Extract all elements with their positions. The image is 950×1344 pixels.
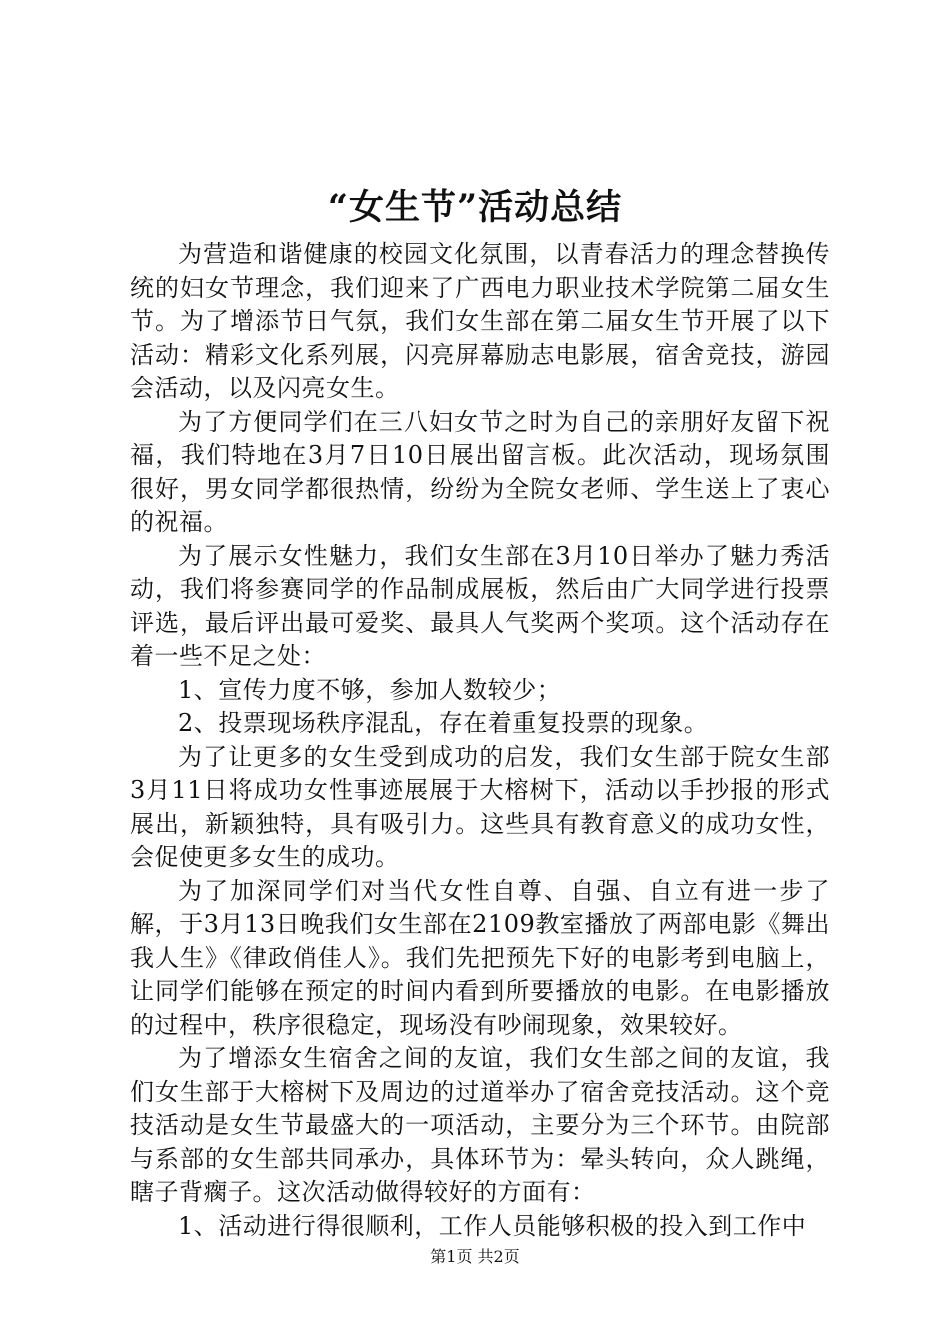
paragraph-successful-women: 为了让更多的女生受到成功的启发，我们女生部于院女生部3月11日将成功女性事迹展展于大榕树下，活动以手抄报的形式展出，新颖独特，具有吸引力。这些具有教育意义的成功女性，会促使更多女生的成功。 bbox=[130, 742, 830, 871]
document-title: “女生节”活动总结 bbox=[327, 187, 623, 228]
paragraph-dorm-competition: 为了增添女生宿舍之间的友谊，我们女生部之间的友谊，我们女生部于大榕树下及周边的过道举办了宿舍竞技活动。这个竞技活动是女生节最盛大的一项活动，主要分为三个环节。由院部与系部的女生部共同承办，具体环节为：晕头转向，众人跳绳，瞎子背瘸子。这次活动做得较好的方面有： bbox=[130, 1044, 830, 1206]
document-body bbox=[130, 238, 830, 1243]
page-footer: 第1页 共2页 bbox=[430, 1247, 520, 1266]
paragraph-charm-show: 为了展示女性魅力，我们女生部在3月10日举办了魅力秀活动，我们将参赛同学的作品制成展板，然后由广大同学进行投票评选，最后评出最可爱奖、最具人气奖两个奖项。这个活动存在着一些不足之处： bbox=[130, 541, 830, 670]
list-item-charm-issue-2: 2、投票现场秩序混乱，存在着重复投票的现象。 bbox=[178, 709, 709, 737]
list-item-dorm-strength-1: 1、活动进行得很顺利，工作人员能够积极的投入到工作中 bbox=[178, 1211, 807, 1240]
paragraph-intro: 为营造和谐健康的校园文化氛围，以青春活力的理念替换传统的妇女节理念，我们迎来了广西电力职业技术学院第二届女生节。为了增添节日气氛，我们女生部在第二届女生节开展了以下活动：精彩文化系列展，闪亮屏幕励志电影展，宿舍竞技，游园会活动，以及闪亮女生。 bbox=[130, 240, 830, 402]
paragraph-movie-screening: 为了加深同学们对当代女性自尊、自强、自立有进一步了解，于3月13日晚我们女生部在2109教室播放了两部电影《舞出我人生》《律政俏佳人》。我们先把预先下好的电影考到电脑上，让同学们能够在预定的时间内看到所要播放的电影。在电影播放的过程中，秩序很稳定，现场没有吵闹现象，效果较好。 bbox=[130, 876, 830, 1039]
list-item-charm-issue-1: 1、宣传力度不够，参加人数较少； bbox=[178, 675, 562, 704]
paragraph-message-board: 为了方便同学们在三八妇女节之时为自己的亲朋好友留下祝福，我们特地在3月7日10日展出留言板。此次活动，现场氛围很好，男女同学都很热情，纷纷为全院女老师、学生送上了衷心的祝福。 bbox=[130, 407, 830, 536]
